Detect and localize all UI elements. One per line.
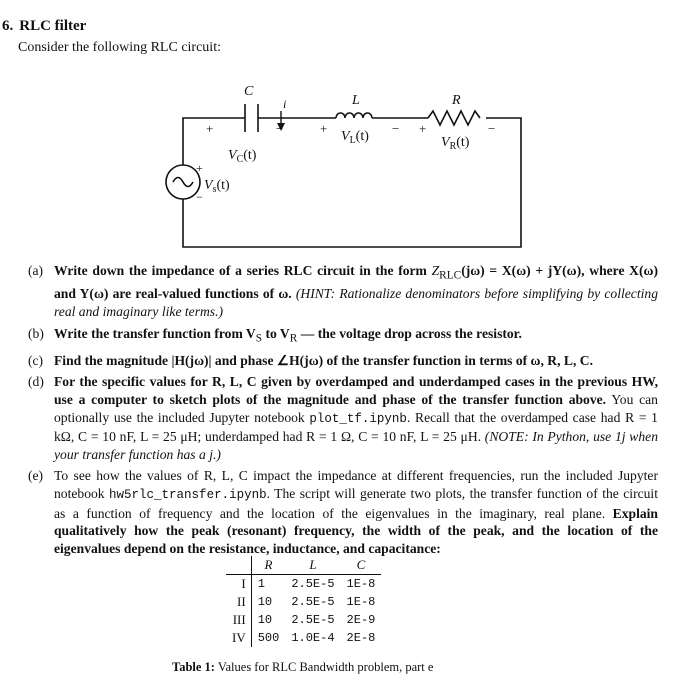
column-header-l: L: [309, 557, 317, 572]
part-text: [54, 325, 658, 348]
inductor-coil: [336, 113, 372, 118]
table-caption: [172, 660, 433, 675]
column-header-r: R: [251, 556, 285, 575]
row-id: IV: [232, 630, 246, 645]
vs-label: $V_s(t)$: [204, 178, 230, 195]
part-a: [28, 262, 658, 321]
text-segment: (NOTE: In Python, use 1j when your transfer function has a j.): [54, 429, 658, 462]
part-b: [28, 325, 658, 348]
part-text: [54, 467, 658, 557]
resistor-zigzag: [428, 111, 480, 125]
part-label: (e): [28, 468, 44, 484]
vr-plus-sign: +: [419, 121, 427, 136]
cell-l: 2.5E-5: [291, 595, 335, 609]
table-row: [226, 593, 381, 611]
cell-l: 2.5E-5: [291, 577, 335, 591]
text-segment: You can optionally use the included Jupyter notebook: [54, 392, 658, 425]
text-segment: (HINT: Rationalize denominators before simplifying by collecting real and imaginary like terms.): [54, 286, 658, 319]
vs-minus-sign: −: [196, 190, 203, 204]
cell-r: 500: [251, 629, 285, 647]
text-segment: plot_tf.ipynb: [309, 411, 407, 426]
vc-plus-sign: +: [206, 121, 214, 136]
text-segment: Explain qualitatively how the peak (resonant) frequency, the width of the peak, and the location of the eigenvalues depend on the resistance, inductance, and capacitance:: [54, 505, 658, 556]
caption-label: Table 1:: [172, 660, 215, 674]
vc-label: $V_C(t)$: [228, 148, 257, 165]
vl-minus-sign: −: [392, 121, 400, 136]
problem-intro: Consider the following RLC circuit:: [18, 40, 221, 55]
problem-title: RLC filter: [19, 18, 87, 34]
table-row: [226, 575, 381, 594]
part-label: (a): [28, 263, 44, 278]
vl-label: $V_L(t)$: [341, 129, 369, 146]
text-segment: RLC: [439, 269, 462, 282]
text-segment: To see how the values of R, L, C impact the impedance at different frequencies, run the included Jupyter notebook: [54, 468, 658, 501]
text-segment: S: [255, 332, 263, 345]
cell-r: 10: [251, 593, 285, 611]
text-segment: For the specific values for R, L, C given by overdamped and underdamped cases in the previous HW, use a computer to sketch plots of the magnitude and phase of the transfer function above.: [54, 374, 658, 407]
table-header-row: [226, 556, 381, 575]
row-id: III: [232, 612, 246, 627]
part-d: [28, 373, 658, 463]
part-label: (c): [28, 352, 44, 368]
vr-label: $V_R(t)$: [441, 135, 470, 152]
text-segment: where X(ω) and Y(ω) are real-valued functions of ω.: [54, 263, 658, 302]
text-segment: — the voltage drop across the resistor.: [297, 325, 522, 341]
part-text: [54, 262, 658, 321]
text-segment: Z: [431, 263, 440, 278]
text-segment: Write the transfer function from V: [54, 325, 256, 341]
text-segment: Write down the impedance of a series RLC circuit in the form: [54, 263, 432, 278]
text-segment: R: [289, 332, 298, 345]
vs-plus-sign: +: [196, 161, 203, 175]
vr-minus-sign: −: [488, 121, 496, 136]
cell-c: 2E-9: [346, 613, 376, 627]
resistor-label: R: [452, 93, 461, 108]
part-text: [54, 352, 658, 370]
capacitor-label: C: [244, 84, 254, 99]
part-e: [28, 467, 658, 557]
text-segment: . The script will generate two plots, the transfer function of the circuit as a function of frequency and the location of the eigenvalues in the imaginary, real plane.: [54, 485, 658, 521]
cell-r: 1: [251, 575, 285, 594]
text-segment: hw5rlc_transfer.ipynb: [109, 487, 267, 502]
part-label: (b): [28, 325, 44, 341]
problem-number: 6.: [2, 18, 14, 34]
cell-l: 2.5E-5: [291, 613, 335, 627]
column-header-c: C: [356, 557, 366, 572]
row-id: I: [241, 576, 246, 591]
cell-c: 1E-8: [346, 577, 376, 591]
cell-l: 1.0E-4: [291, 631, 335, 645]
vl-plus-sign: +: [320, 121, 328, 136]
row-id: II: [237, 594, 246, 609]
problem-parts-list: [28, 262, 658, 561]
vc-minus-sign: −: [276, 121, 284, 136]
inductor-label: L: [352, 93, 360, 108]
rlc-values-table: [226, 556, 381, 647]
caption-text: Values for RLC Bandwidth problem, part e: [217, 660, 434, 674]
part-label: (d): [28, 374, 44, 390]
part-c: [28, 352, 658, 370]
text-segment: Find the magnitude |H(jω)| and phase ∠H(jω) of the transfer function in terms of ω, R, L, C.: [54, 352, 593, 368]
part-text: [54, 373, 658, 463]
current-label: i: [283, 97, 287, 111]
text-segment: (jω) = X(ω) + jY(ω),: [461, 263, 585, 278]
cell-r: 10: [251, 611, 285, 629]
cell-c: 1E-8: [346, 595, 376, 609]
cell-c: 2E-8: [346, 631, 376, 645]
table-row: [226, 611, 381, 629]
text-segment: to V: [262, 325, 290, 341]
rlc-circuit-diagram: [0, 0, 694, 262]
table-row: [226, 629, 381, 647]
ac-source-wave: [173, 178, 193, 187]
text-segment: . Recall that the overdamped case had R = 1 kΩ, C = 10 nF, L = 25 μH; underdamped had R = 1 Ω, C = 10 nF, L = 25 μH.: [54, 409, 658, 445]
